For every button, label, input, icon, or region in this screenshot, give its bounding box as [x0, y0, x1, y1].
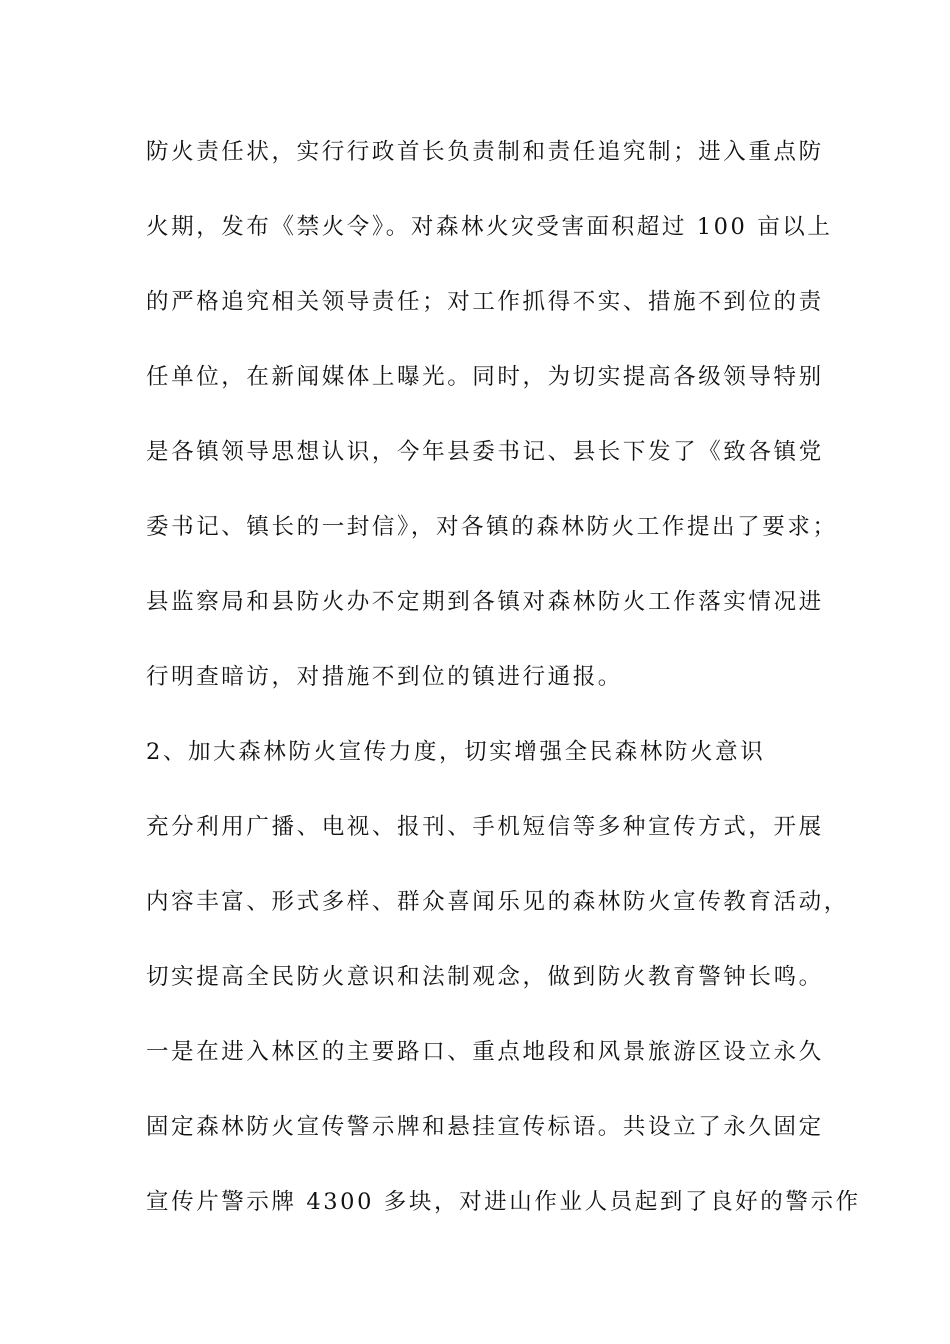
text-line-15: 宣传片警示牌 4300 多块，对进山作业人员起到了良好的警示作 [146, 1189, 861, 1215]
section-heading: 2、加大森林防火宣传力度，切实增强全民森林防火意识 [146, 739, 766, 765]
text-line-6: 委书记、镇长的一封信》，对各镇的森林防火工作提出了要求； [146, 514, 838, 540]
text-line-1: 防火责任状，实行行政首长负责制和责任追究制；进入重点防 [146, 139, 824, 165]
text-line-11: 内容丰富、形式多样、群众喜闻乐见的森林防火宣传教育活动， [146, 889, 849, 915]
text-line-14: 固定森林防火宣传警示牌和悬挂宣传标语。共设立了永久固定 [146, 1114, 824, 1140]
text-line-8: 行明查暗访，对措施不到位的镇进行通报。 [146, 664, 623, 690]
text-line-10: 充分利用广播、电视、报刊、手机短信等多种宣传方式，开展 [146, 814, 824, 840]
text-line-2: 火期，发布《禁火令》。对森林火灾受害面积超过 100 亩以上 [146, 214, 833, 240]
text-line-3: 的严格追究相关领导责任；对工作抓得不实、措施不到位的责 [146, 289, 824, 315]
text-line-4: 任单位，在新闻媒体上曝光。同时，为切实提高各级领导特别 [146, 364, 824, 390]
text-line-5: 是各镇领导思想认识，今年县委书记、县长下发了《致各镇党 [146, 439, 824, 465]
text-line-12: 切实提高全民防火意识和法制观念，做到防火教育警钟长鸣。 [146, 964, 824, 990]
text-line-7: 县监察局和县防火办不定期到各镇对森林防火工作落实情况进 [146, 589, 824, 615]
text-line-13: 一是在进入林区的主要路口、重点地段和风景旅游区设立永久 [146, 1039, 824, 1065]
